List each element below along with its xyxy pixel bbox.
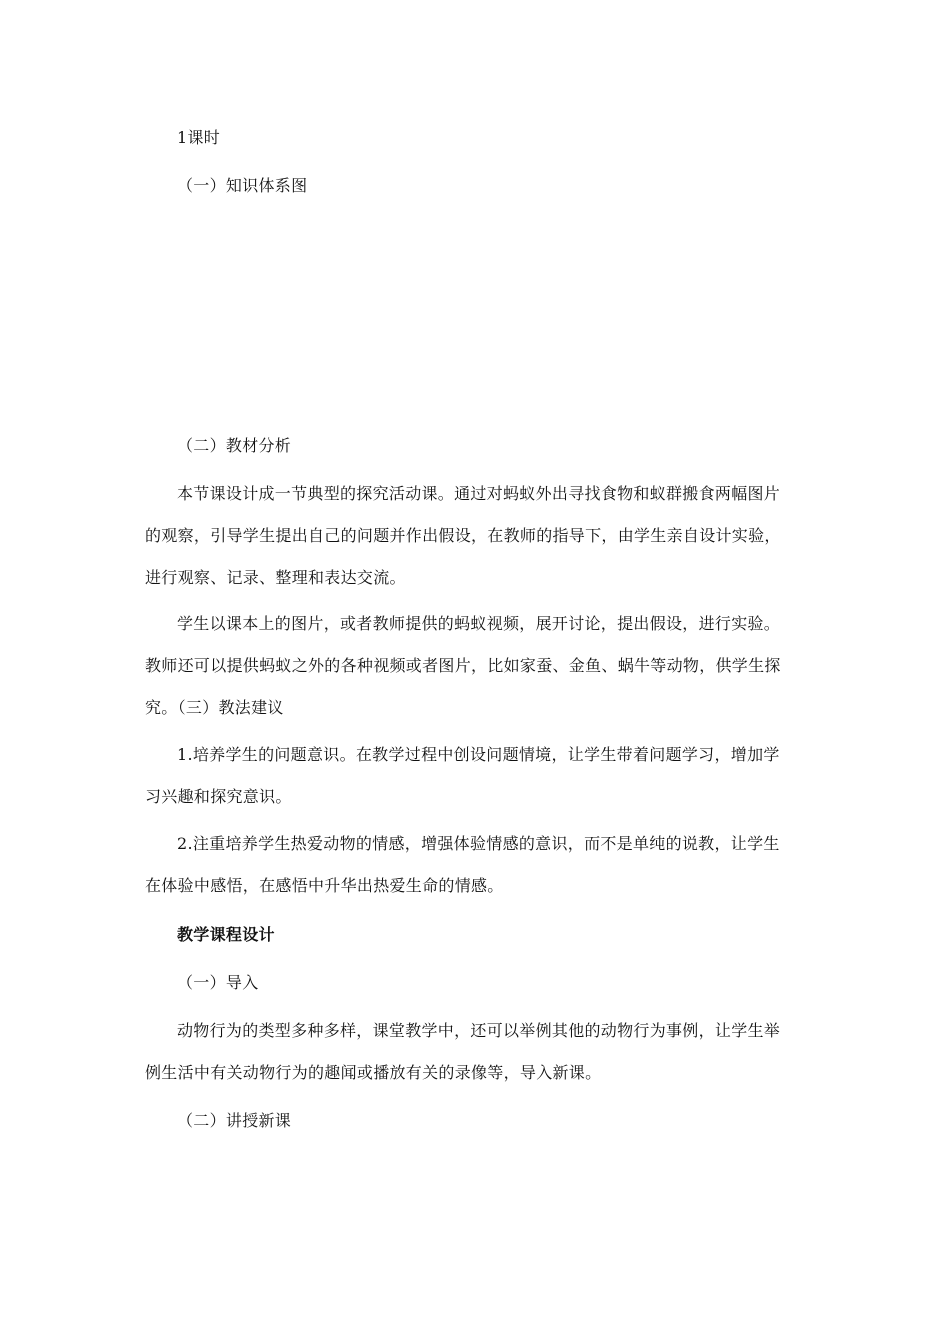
paragraph-line: 2.注重培养学生热爱动物的情感，增强体验情感的意识，而不是单纯的说教，让学生 [177, 834, 780, 853]
paragraph-line: 在体验中感悟，在感悟中升华出热爱生命的情感。 [145, 876, 504, 895]
lesson-duration: 1课时 [177, 128, 221, 147]
paragraph-line: 的观察，引导学生提出自己的问题并作出假设，在教师的指导下，由学生亲自设计实验， [145, 526, 781, 545]
paragraph-line: 1.培养学生的问题意识。在教学过程中创设问题情境，让学生带着问题学习，增加学 [177, 745, 780, 764]
paragraph-line: 习兴趣和探究意识。 [145, 787, 292, 806]
section-knowledge-map-title: （一）知识体系图 [177, 176, 308, 195]
paragraph-line: 动物行为的类型多种多样，课堂教学中，还可以举例其他的动物行为事例，让学生举 [177, 1021, 781, 1040]
paragraph-line: 例生活中有关动物行为的趣闻或播放有关的录像等，导入新课。 [145, 1063, 602, 1082]
paragraph-line: 本节课设计成一节典型的探究活动课。通过对蚂蚁外出寻找食物和蚁群搬食两幅图片 [177, 484, 781, 503]
new-lesson-section-title: （二）讲授新课 [177, 1111, 292, 1130]
paragraph-line: 教师还可以提供蚂蚁之外的各种视频或者图片，比如家蚕、金鱼、蜗牛等动物，供学生探 [145, 656, 781, 675]
paragraph-line: 进行观察、记录、整理和表达交流。 [145, 568, 406, 587]
paragraph-line: 学生以课本上的图片，或者教师提供的蚂蚁视频，展开讨论，提出假设，进行实验。 [177, 614, 781, 633]
intro-section-title: （一）导入 [177, 973, 259, 992]
paragraph-line: 究。（三）教法建议 [145, 698, 284, 717]
section-textbook-analysis-title: （二）教材分析 [177, 436, 292, 455]
teaching-design-heading: 教学课程设计 [177, 925, 275, 944]
